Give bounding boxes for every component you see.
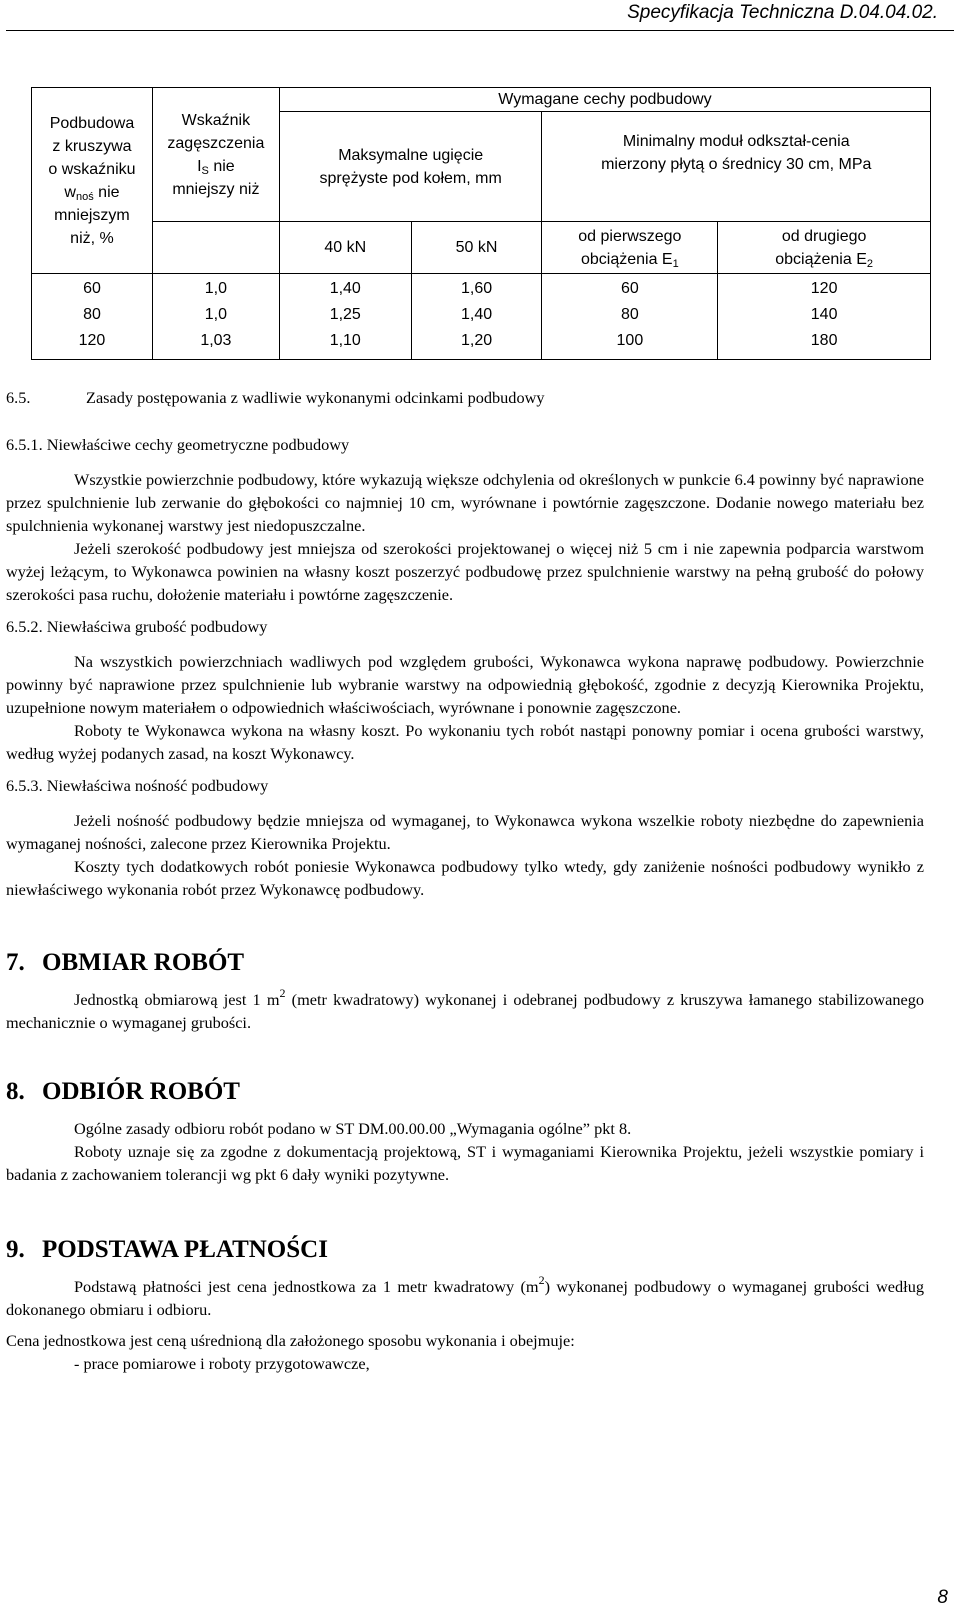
section-8-paragraph-1: Ogólne zasady odbioru robót podano w ST DM.00.00.00 „Wymagania ogólne” pkt 8. bbox=[74, 1119, 632, 1138]
section-9-paragraph-2: Cena jednostkowa jest ceną uśrednioną dla założonego sposobu wykonania i obejmuje: bbox=[6, 1331, 575, 1350]
document-body bbox=[6, 386, 924, 1375]
header-first-load: od pierwszego obciążenia $E_1$ bbox=[542, 222, 718, 274]
section-6-5-3-paragraph-1: Jeżeli nośność podbudowy będzie mniejsza od wymaganej, to Wykonawca wykona wszelkie roboty niezbędne do zapewnienia wymaganej nośności, zalecone przez Kierownika Projektu. bbox=[6, 811, 924, 853]
header-load-50kn: 50 kN bbox=[411, 222, 542, 274]
header-compaction-continued bbox=[152, 222, 279, 274]
section-6-5-1-heading: 6.5.1. Niewłaściwe cechy geometryczne podbudowy bbox=[6, 435, 350, 454]
section-9-list-item: - prace pomiarowe i roboty przygotowawcze, bbox=[74, 1354, 370, 1373]
page-number: 8 bbox=[937, 1587, 948, 1608]
section-6-5-1-paragraph-1: Wszystkie powierzchnie podbudowy, które wykazują większe odchylenia od określonych w punkcie 6.4 powinny być naprawione przez spulchnienie lub zerwanie do głębokości co najmniej 10 cm, wyrównane i powtórnie zagęszczone. Dodanie nowego materiału bez spulchnienia wykonanej warstwy jest niedopuszczalne. bbox=[6, 470, 924, 535]
header-required-properties: Wymagane cechy podbudowy bbox=[279, 88, 930, 112]
section-6-5-3-paragraph-2: Koszty tych dodatkowych robót poniesie Wykonawca podbudowy tylko wtedy, gdy zaniżenie nośności podbudowy wynikło z niewłaściwego wykonania robót przez Wykonawcę podbudowy. bbox=[6, 857, 924, 899]
values-deflection-40kn: 1,40 1,25 1,10 bbox=[279, 274, 411, 360]
section-8-paragraph-2: Roboty uznaje się za zgodne z dokumentacją projektową, ST i wymaganiami Kierownika Projektu, jeżeli wszystkie pomiary i badania z zachowaniem tolerancji wg pkt 6 dały wyniki pozytywne. bbox=[6, 1142, 924, 1184]
section-6-5-3-heading: 6.5.3. Niewłaściwa nośność podbudowy bbox=[6, 776, 269, 795]
header-load-40kn: 40 kN bbox=[279, 222, 411, 274]
section-7-paragraph: Jednostką obmiarową jest 1 $m^2$ (metr kwadratowy) wykonanej i odebranej podbudowy z kruszywa łamanego stabilizowanego mechanicznie o wymaganej grubości. bbox=[6, 986, 924, 1032]
requirements-table bbox=[31, 87, 931, 360]
values-modulus-e1: 60 80 100 bbox=[542, 274, 718, 360]
values-modulus-e2: 120 140 180 bbox=[718, 274, 931, 360]
section-6-5-2-heading: 6.5.2. Niewłaściwa grubość podbudowy bbox=[6, 617, 268, 636]
values-deflection-50kn: 1,60 1,40 1,20 bbox=[411, 274, 542, 360]
section-7-heading: 7. OBMIAR ROBÓT bbox=[6, 949, 245, 976]
section-6-5-heading: 6.5. Zasady postępowania z wadliwie wykonanymi odcinkami podbudowy bbox=[6, 388, 545, 407]
header-second-load: od drugiego obciążenia $E_2$ bbox=[718, 222, 931, 274]
header-max-deflection: Maksymalne ugięcie sprężyste pod kołem, mm bbox=[279, 112, 542, 222]
section-6-5-2-paragraph-2: Roboty te Wykonawca wykona na własny koszt. Po wykonaniu tych robót nastąpi ponowny pomiar i ocena grubości warstwy, według wyżej podanych zasad, na koszt Wykonawcy. bbox=[6, 721, 924, 763]
section-8-heading: 8. ODBIÓR ROBÓT bbox=[6, 1078, 240, 1105]
header-compaction-index: Wskaźnik zagęszczenia $I_S$ nie mniejszy niż bbox=[152, 88, 279, 222]
section-9-paragraph-1: Podstawą płatności jest cena jednostkowa za 1 metr kwadratowy $(m^2)$ wykonanej podbudowy o wymaganej grubości według dokonanego obmiaru i odbioru. bbox=[6, 1273, 924, 1319]
section-6-5-2-paragraph-1: Na wszystkich powierzchniach wadliwych pod względem grubości, Wykonawca wykona naprawę podbudowy. Powierzchnie powinny być naprawione przez spulchnienie lub wybranie warstwy na odpowiednią głębokość, zgodnie z decyzją Kierownika Projektu, uzupełnione nowym materiałem o odpowiednich właściwościach, wyrównane i ponownie zagęszczone. bbox=[6, 652, 924, 717]
header-min-modulus: Minimalny moduł odkształ-cenia mierzony płytą o średnicy 30 cm, MPa bbox=[542, 112, 931, 222]
section-9-heading: 9. PODSTAWA PŁATNOŚCI bbox=[6, 1236, 328, 1263]
document-header-title: Specyfikacja Techniczna D.04.04.02. bbox=[627, 2, 938, 23]
values-base-index: 60 80 120 bbox=[32, 274, 153, 360]
section-6-5-1-paragraph-2: Jeżeli szerokość podbudowy jest mniejsza od szerokości projektowanej o więcej niż 5 cm i nie zapewnia podparcia warstwom wyżej leżącym, to Wykonawca powinien na własny koszt poszerzyć podbudowę przez spulchnienie warstwy na pełną grubość do połowy szerokości pasa ruchu, dołożenie materiału i powtórne zagęszczenie. bbox=[6, 539, 924, 604]
header-base-index: Podbudowa z kruszywa o wskaźniku $w_{noś}$ nie mniejszym niż, % bbox=[32, 88, 153, 274]
values-compaction-index: 1,0 1,0 1,03 bbox=[152, 274, 279, 360]
header-rule bbox=[6, 30, 954, 31]
